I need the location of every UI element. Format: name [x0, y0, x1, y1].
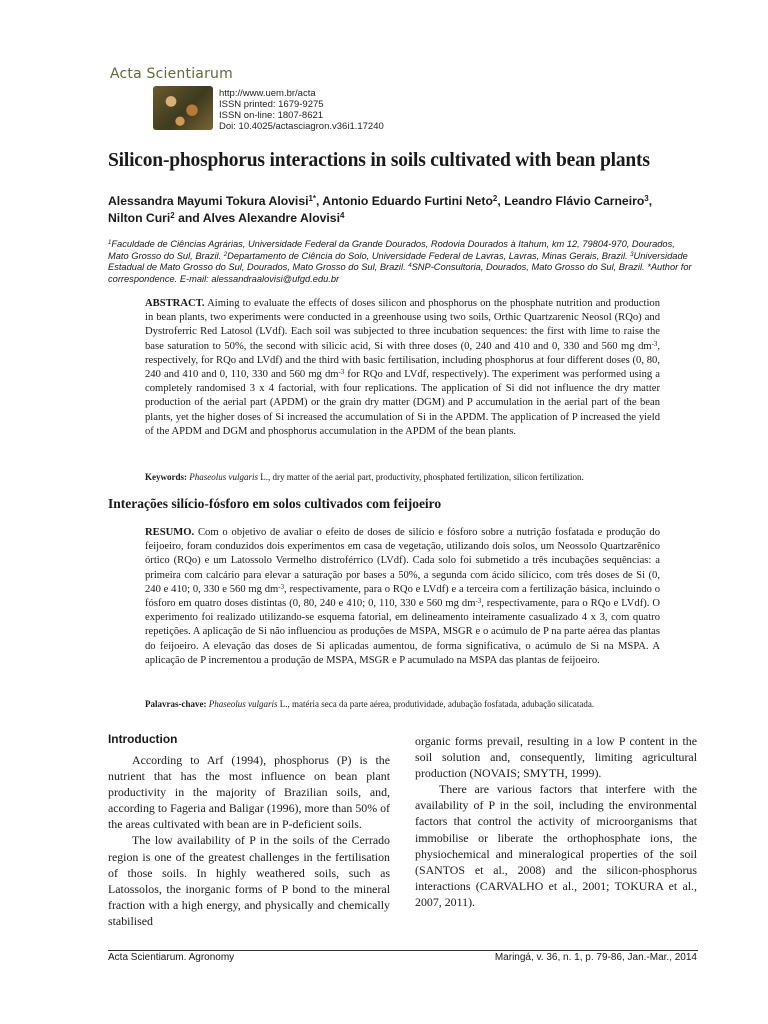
- paragraph: According to Arf (1994), phosphorus (P) is the nutrient that has the most influence on bean plant productivity in the majority of Brazilian soils, and, according to Fageria and Baligar (1996), more than 50% of the areas cultivated with bean are in P-deficient soils.: [108, 753, 390, 832]
- doi[interactable]: Doi: 10.4025/actasciagron.v36i1.17240: [219, 121, 384, 132]
- introduction-heading: Introduction: [108, 732, 178, 746]
- keywords-species: Phaseolus vulgaris: [189, 472, 258, 482]
- palavras-chave-label: Palavras-chave:: [145, 699, 207, 709]
- issn-printed: ISSN printed: 1679-9275: [219, 99, 324, 110]
- journal-logo-image: [153, 86, 213, 130]
- keywords-label: Keywords:: [145, 472, 187, 482]
- journal-logo-text: Acta Scientiarum: [110, 66, 233, 82]
- authors-line-1: Alessandra Mayumi Tokura Alovisi$^{1*}$, Antonio Eduardo Furtini Neto$^2$, Leandro Flávio Carneiro$^3$,: [108, 194, 653, 208]
- resumo-text: Com o objetivo de avaliar o efeito de doses de silício e fósforo sobre a nutrição fosfatada e produção do feijoeiro, foram conduzidos dois experimentos em casa de vegetação, utilizando dois solos, um Neossolo Quartzarênico órtico (RQo) e um Latossolo Vermelho distroférrico (LVdf). Cada solo foi submetido a três incubações sequências: a primeira com calcário para elevar a saturação por bases a 50%, a segunda com ácido silícico, com três doses de Si (0, 240 e 410; 0, 330 e 560 mg $dm^{-3}$, respectivamente, para o RQo e LVdf) e a terceira com a fertilização básica, incluindo o fósforo em quatro doses distintas (0, 80, 240 e 410; 0, 110, 330 e 560 mg $dm^{-3}$, respectivamente, para o RQo e LVdf). O experimento foi realizado utilizando-se esquema fatorial, em delineamento inteiramente casualizado 4 x 3, com quatro repetições. A aplicação de Si não influenciou as produções de MSPA, MSGR e o acúmulo de P na parte aérea das plantas do feijoeiro. A elevação das doses de Si aplicadas aumentou, de forma significativa, o acúmulo de Si na MSPA. A aplicação de P incrementou a produção de MSPA, MSGR e P acumulado na MSPA das plantas de feijoeiro.: [145, 527, 660, 666]
- keywords: [145, 471, 665, 483]
- paragraph: organic forms prevail, resulting in a low P content in the soil solution and, consequently, limiting agricultural production (NOVAIS; SMYTH, 1999).: [415, 734, 697, 781]
- resumo: [145, 526, 660, 668]
- authors-line-2: Nilton Curi$^2$ and Alves Alexandre Alovisi$^4$: [108, 211, 345, 225]
- footer-divider: [108, 950, 698, 951]
- right-column: [415, 733, 697, 910]
- palavras-chave: [145, 698, 665, 710]
- issn-online: ISSN on-line: 1807-8621: [219, 110, 324, 121]
- abstract: [145, 297, 660, 439]
- palavras-chave-list: L., matéria seca da parte aérea, produtividade, adubação fosfatada, adubação silicatada.: [277, 699, 595, 709]
- author-list: [108, 193, 698, 227]
- palavras-chave-species: Phaseolus vulgaris: [208, 699, 278, 709]
- keywords-list: L., dry matter of the aerial part, productivity, phosphated fertilization, silicon fertilization.: [258, 472, 584, 482]
- resumo-label: RESUMO.: [145, 527, 195, 538]
- footer-citation: Maringá, v. 36, n. 1, p. 79-86, Jan.-Mar., 2014: [494, 952, 697, 963]
- footer-journal: Acta Scientiarum. Agronomy: [108, 952, 235, 963]
- journal-url[interactable]: http://www.uem.br/acta: [219, 88, 316, 99]
- abstract-text: Aiming to evaluate the effects of doses silicon and phosphorus on the phosphate nutrition and production in bean plants, two experiments were conducted in a greenhouse using two soils, Orthic Quartzarenic Neosol (RQo) and Dystroferric Red Latosol (LVdf). Each soil was subjected to three incubation sequences: the first with lime to raise the base saturation to 50%, the second with silicic acid, Si with three doses (0, 240 and 410 and 0, 330 and 560 mg $dm^{-3}$, respectively, for RQo and LVdf) and the third with basic fertilisation, including phosphorus at four different doses (0, 80, 240 and 410 and 0, 110, 330 and 560 mg $dm^{-3}$ for RQo and LVdf, respectively). The experiment was performed using a completely randomised 3 x 4 factorial, with four replications. The application of Si did not influence the dry matter production of the aerial part (APDM) or the grain dry matter (DGM) and P accumulation in the aerial part of the bean plants, yet the higher doses of Si increased the accumulation of Si in the APDM. The application of P increased the yield of the APDM and DGM and phosphorus accumulation in the APDM of the bean plants.: [145, 298, 660, 437]
- paragraph: The low availability of P in the soils of the Cerrado region is one of the greatest challenges in the fertilisation of those soils. In highly weathered soils, such as Latossolos, the inorganic forms of P bond to the mineral fraction with a high energy, and physically and chemically stabilised: [108, 833, 390, 928]
- left-column: [108, 752, 390, 929]
- paragraph: There are various factors that interfere with the availability of P in the soil, including the environmental factors that control the activity of microorganisms that immobilise or liberate the orthophosphate ions, the physiochemical and mineralogical properties of the soil (SANTOS et al., 2008) and the silicon-phosphorus interactions (CARVALHO et al., 2001; TOKURA et al., 2007, 2011).: [415, 782, 697, 909]
- affiliations: $^1$Faculdade de Ciências Agrárias, Universidade Federal da Grande Dourados, Rodovia Dourados à Itahum, km 12, 79804-970, Dourados, Mato Grosso do Sul, Brazil. $^2$Departamento de Ciência do Solo, Universidade Federal de Lavras, Lavras, Minas Gerais, Brazil. $^3$Universidade Estadual de Mato Grosso do Sul, Dourados, Mato Grosso do Sul, Brazil. $^4$SNP-Consultoria, Dourados, Mato Grosso do Sul, Brazil. *Author for correspondence. E-mail: alessandraalovisi@ufgd.edu.br: [108, 239, 692, 284]
- abstract-label: ABSTRACT.: [145, 298, 205, 309]
- article-title: Silicon-phosphorus interactions in soils cultivated with bean plants: [108, 150, 650, 171]
- portuguese-title: Interações silício-fósforo em solos cultivados com feijoeiro: [108, 496, 442, 511]
